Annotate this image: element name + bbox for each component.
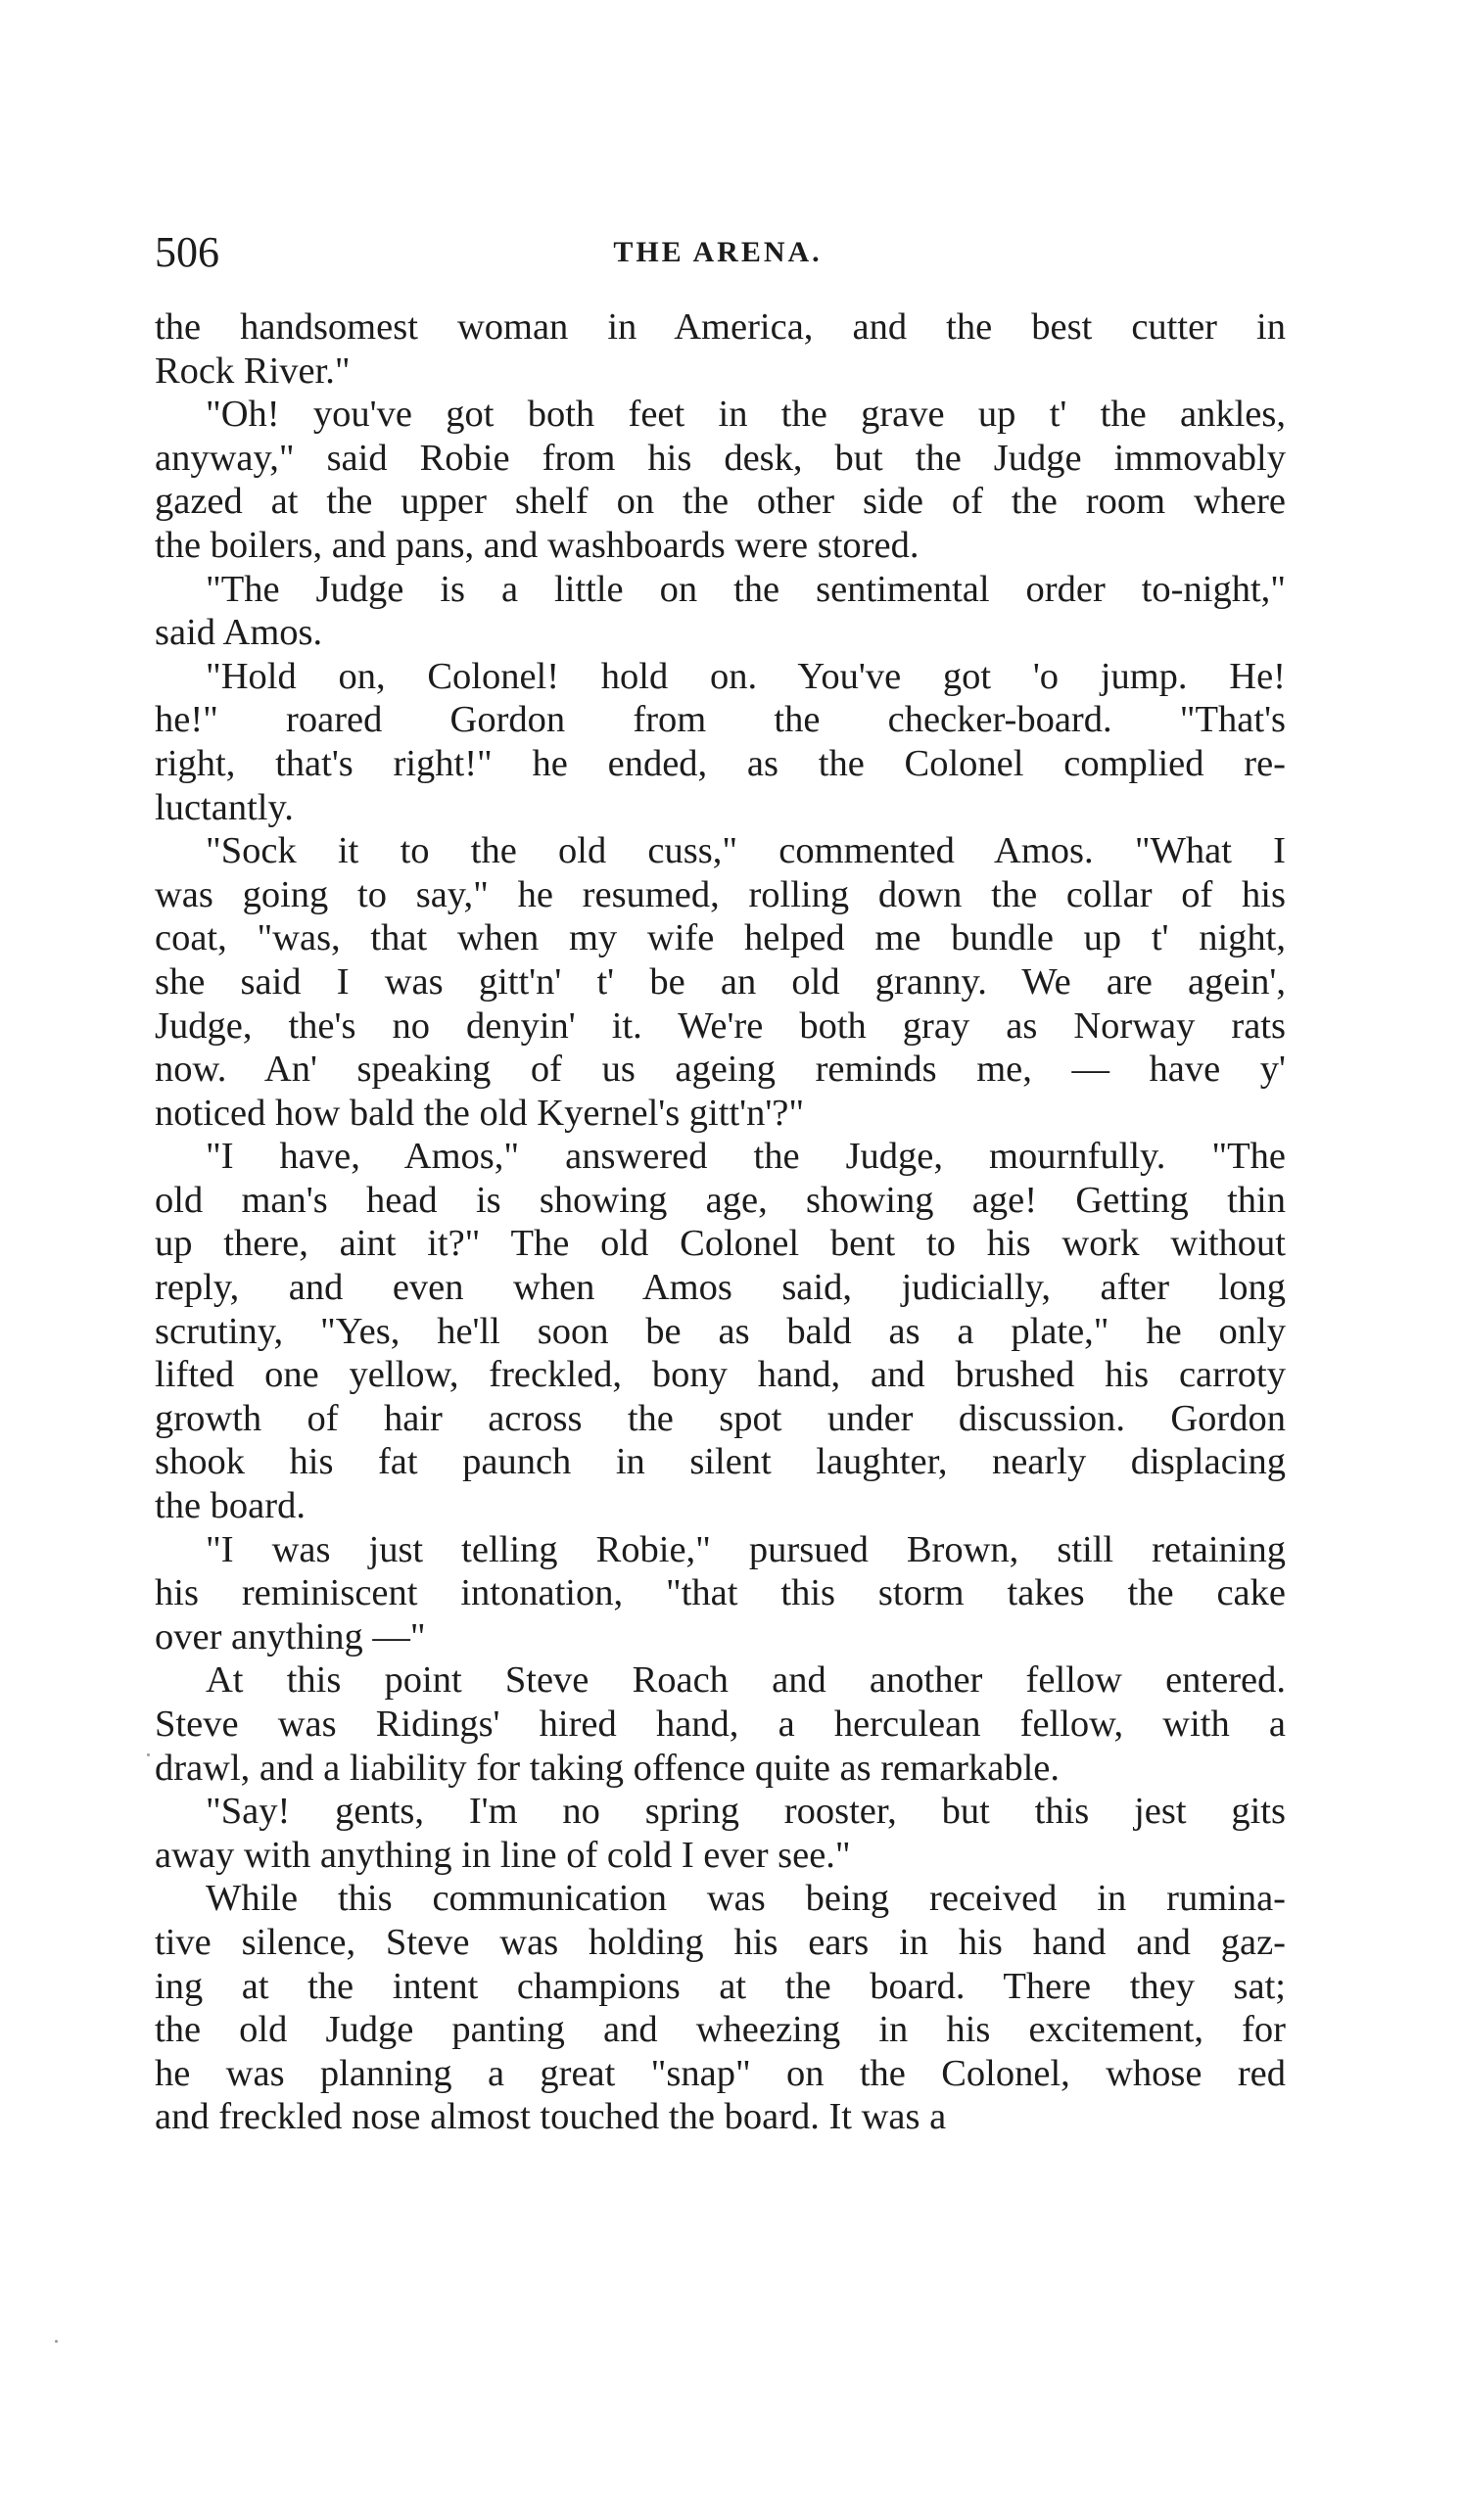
text-line: anyway," said Robie from his desk, but the Judge immovably — [155, 437, 1286, 479]
page-number: 506 — [155, 228, 219, 276]
paragraph — [155, 568, 1286, 655]
text-line: old man's head is showing age, showing age! Getting thin — [155, 1179, 1286, 1221]
text-line: noticed how bald the old Kyernel's gitt'n'?" — [155, 1092, 805, 1134]
text-line: the board. — [155, 1485, 306, 1527]
text-line: up there, aint it?" The old Colonel bent to his work without — [155, 1223, 1286, 1265]
text-line: now. An' speaking of us ageing reminds me, — have y' — [155, 1049, 1286, 1091]
text-line: "Say! gents, I'm no spring rooster, but this jest gits — [206, 1791, 1286, 1833]
text-line: tive silence, Steve was holding his ears in his hand and gaz- — [155, 1921, 1286, 1963]
paragraph — [155, 1790, 1286, 1877]
page-header — [155, 223, 1281, 282]
text-line: ing at the intent champions at the board. There they sat; — [155, 1965, 1286, 2007]
paragraph — [155, 829, 1286, 1135]
text-line: "The Judge is a little on the sentimental order to-night," — [206, 568, 1286, 610]
text-line: "Hold on, Colonel! hold on. You've got 'o jump. He! — [206, 655, 1286, 697]
text-line: "I have, Amos," answered the Judge, mournfully. "The — [206, 1136, 1286, 1178]
text-line: over anything —" — [155, 1615, 426, 1657]
text-line: away with anything in line of cold I ever see." — [155, 1834, 851, 1876]
text-line: "Oh! you've got both feet in the grave up t' the ankles, — [206, 394, 1286, 436]
paragraph — [155, 1658, 1286, 1790]
paragraph — [155, 1877, 1286, 2139]
body-text — [155, 305, 1286, 2139]
text-line: "Sock it to the old cuss," commented Amos. "What I — [206, 830, 1286, 872]
text-line: was going to say," he resumed, rolling down the collar of his — [155, 873, 1286, 915]
text-line: she said I was gitt'n' t' be an old granny. We are agein', — [155, 960, 1286, 1003]
text-line: Rock River." — [155, 350, 351, 392]
paragraph — [155, 393, 1286, 567]
text-line: said Amos. — [155, 612, 323, 654]
text-line: lifted one yellow, freckled, bony hand, and brushed his carroty — [155, 1354, 1286, 1396]
text-line: his reminiscent intonation, "that this storm takes the cake — [155, 1572, 1286, 1614]
text-line: right, that's right!" he ended, as the Colonel complied re- — [155, 742, 1286, 784]
text-line: Steve was Ridings' hired hand, a herculean fellow, with a — [155, 1703, 1286, 1745]
paragraph — [155, 1528, 1286, 1659]
text-line: coat, "was, that when my wife helped me bundle up t' night, — [155, 917, 1286, 959]
text-line: growth of hair across the spot under discussion. Gordon — [155, 1397, 1286, 1439]
text-line: At this point Steve Roach and another fellow entered. — [206, 1659, 1286, 1702]
text-line: "I was just telling Robie," pursued Brown, still retaining — [206, 1528, 1286, 1570]
speck — [55, 2340, 58, 2343]
text-line: and freckled nose almost touched the board. It was a — [155, 2096, 947, 2138]
text-line: he was planning a great "snap" on the Colonel, whose red — [155, 2052, 1286, 2094]
text-line: luctantly. — [155, 786, 294, 828]
text-line: the handsomest woman in America, and the best cutter in — [155, 306, 1286, 348]
text-line: he!" roared Gordon from the checker-board. "That's — [155, 699, 1286, 741]
text-line: Judge, the's no denyin' it. We're both gray as Norway rats — [155, 1004, 1286, 1047]
text-line: scrutiny, "Yes, he'll soon be as bald as a plate," he only — [155, 1310, 1286, 1352]
speck — [147, 1753, 150, 1756]
text-line: reply, and even when Amos said, judicially, after long — [155, 1267, 1286, 1309]
paragraph — [155, 1135, 1286, 1527]
text-line: While this communication was being received in rumina- — [206, 1878, 1286, 1920]
text-line: the old Judge panting and wheezing in his excitement, for — [155, 2009, 1286, 2051]
paragraph — [155, 655, 1286, 829]
text-line: shook his fat paunch in silent laughter, nearly displacing — [155, 1441, 1286, 1483]
text-line: the boilers, and pans, and washboards were stored. — [155, 524, 920, 566]
text-line: gazed at the upper shelf on the other side of the room where — [155, 481, 1286, 523]
paragraph — [155, 305, 1286, 393]
text-line: drawl, and a liability for taking offence quite as remarkable. — [155, 1747, 1060, 1789]
running-title: THE ARENA. — [613, 236, 823, 268]
